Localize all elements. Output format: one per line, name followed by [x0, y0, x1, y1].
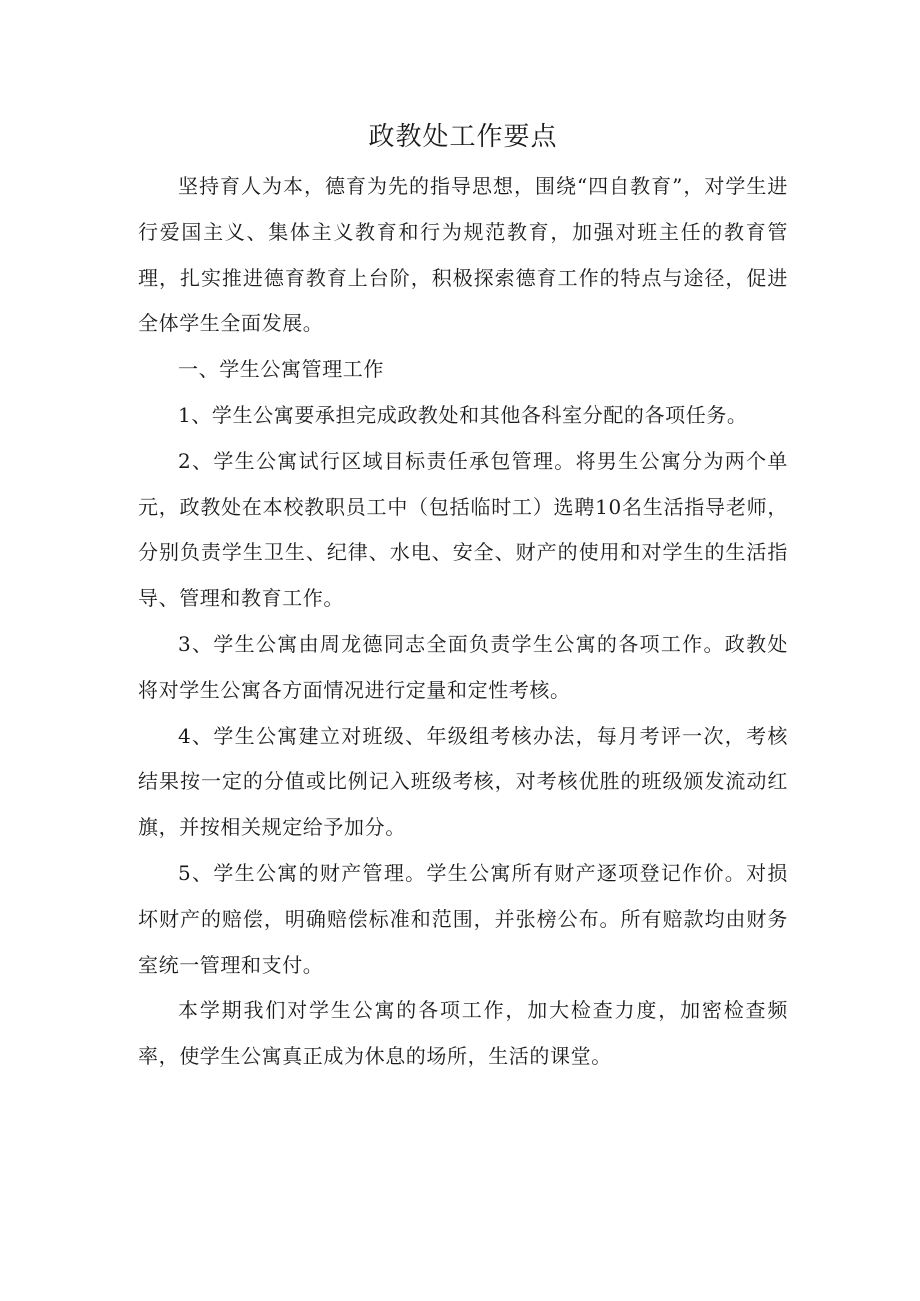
item-2-paragraph: 2、学生公寓试行区域目标责任承包管理。将男生公寓分为两个单元，政教处在本校教职员工中（包括临时工）选聘10名生活指导老师，分别负责学生卫生、纪律、水电、安全、财产的使用和对学生的生活指导、管理和教育工作。: [138, 448, 788, 611]
item-4-paragraph: 4、学生公寓建立对班级、年级组考核办法，每月考评一次，考核结果按一定的分值或比例记入班级考核，对考核优胜的班级颁发流动红旗，并按相关规定给予加分。: [138, 723, 788, 840]
document-page: [138, 112, 788, 1080]
item-3-paragraph: 3、学生公寓由周龙德同志全面负责学生公寓的各项工作。政教处将对学生公寓各方面情况进行定量和定性考核。: [138, 631, 788, 702]
item-5-paragraph: 5、学生公寓的财产管理。学生公寓所有财产逐项登记作价。对损坏财产的赔偿，明确赔偿标准和范围，并张榜公布。所有赔款均由财务室统一管理和支付。: [138, 860, 788, 977]
intro-paragraph: 坚持育人为本，德育为先的指导思想，围绕“四自教育”，对学生进行爱国主义、集体主义教育和行为规范教育，加强对班主任的教育管理，扎实推进德育教育上台阶，积极探索德育工作的特点与途径，促进全体学生全面发展。: [138, 174, 788, 336]
document-title: 政教处工作要点: [368, 122, 558, 152]
section-heading: 一、学生公寓管理工作: [178, 357, 384, 382]
item-1-paragraph: 1、学生公寓要承担完成政教处和其他各科室分配的各项任务。: [178, 402, 748, 427]
closing-paragraph: 本学期我们对学生公寓的各项工作，加大检查力度，加密检查频率，使学生公寓真正成为休息的场所，生活的课堂。: [138, 998, 788, 1069]
